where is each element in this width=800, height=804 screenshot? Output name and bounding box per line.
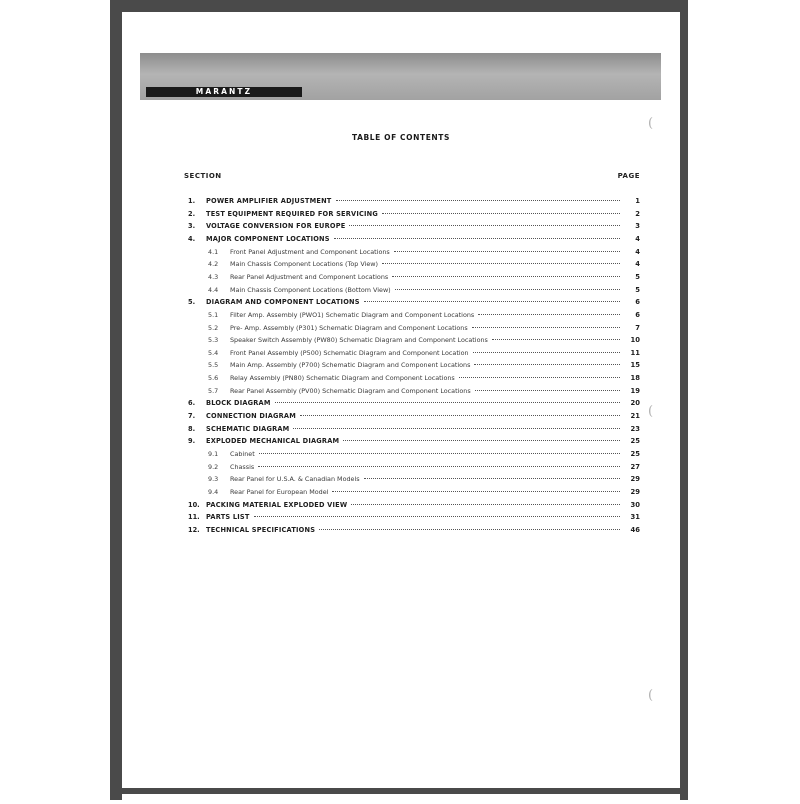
toc-entry-number: 8.	[188, 424, 196, 433]
dot-leader	[332, 491, 620, 492]
toc-entry-number: 9.	[188, 437, 196, 446]
toc-entry[interactable]	[188, 298, 640, 309]
next-page-edge	[122, 794, 680, 804]
toc-entry-label: PACKING MATERIAL EXPLODED VIEW	[206, 500, 348, 509]
toc-entry[interactable]	[188, 501, 640, 512]
toc-entry-label: MAJOR COMPONENT LOCATIONS	[206, 234, 330, 243]
toc-subentry[interactable]	[208, 463, 640, 474]
toc-entry-page: 29	[630, 487, 640, 496]
dot-leader	[258, 466, 620, 467]
toc-entry-number: 6.	[188, 399, 196, 408]
toc-entry-number: 5.7	[208, 386, 219, 395]
dot-leader	[472, 327, 620, 328]
toc-entry-page: 7	[635, 323, 640, 332]
toc-entry-number: 9.1	[208, 450, 219, 458]
toc-entry[interactable]	[188, 526, 640, 537]
toc-entry-number: 5.4	[208, 348, 219, 357]
toc-entry-page: 4	[635, 234, 640, 243]
toc-entry-label: BLOCK DIAGRAM	[206, 399, 271, 408]
toc-entry-page: 6	[635, 310, 640, 319]
toc-entry-label: Front Panel Assembly (P500) Schematic Diagram and Component Location	[230, 348, 469, 357]
section-column-header: SECTION	[184, 172, 222, 180]
dot-leader	[300, 415, 620, 416]
toc-entry-number: 9.2	[208, 462, 219, 471]
toc-entry-page: 15	[630, 361, 640, 370]
dot-leader	[334, 238, 620, 239]
dot-leader	[351, 504, 620, 505]
dot-leader	[492, 339, 620, 340]
toc-entry-page: 30	[630, 500, 640, 509]
toc-entry-number: 5.2	[208, 323, 219, 332]
toc-subentry[interactable]	[208, 349, 640, 360]
toc-entry-number: 5.1	[208, 310, 219, 319]
toc-subentry[interactable]	[208, 475, 640, 486]
toc-entry-number: 4.	[188, 234, 196, 243]
toc-entry-label: Relay Assembly (PN80) Schematic Diagram and Component Locations	[230, 374, 455, 383]
toc-entry-number: 3.	[188, 222, 196, 231]
toc-entry-label: EXPLODED MECHANICAL DIAGRAM	[206, 437, 340, 446]
dot-leader	[254, 516, 620, 517]
toc-entry[interactable]	[188, 412, 640, 423]
toc-entry-page: 46	[630, 525, 640, 534]
dot-leader	[395, 289, 620, 290]
dot-leader	[392, 276, 620, 277]
toc-subentry[interactable]	[208, 273, 640, 284]
toc-entry-label: Front Panel Adjustment and Component Locations	[230, 247, 390, 256]
toc-entry-label: SCHEMATIC DIAGRAM	[206, 424, 290, 433]
toc-subentry[interactable]	[208, 450, 640, 461]
toc-entry-label: Cabinet	[230, 450, 255, 458]
scan-mark: (	[648, 404, 654, 419]
toc-entry-number: 4.3	[208, 272, 219, 281]
toc-entry-page: 4	[635, 260, 640, 269]
toc-entry-label: VOLTAGE CONVERSION FOR EUROPE	[206, 222, 346, 231]
dot-leader	[474, 364, 620, 365]
toc-entry-number: 12.	[188, 525, 200, 534]
toc-entry-number: 4.1	[208, 247, 219, 256]
toc-entry-label: POWER AMPLIFIER ADJUSTMENT	[206, 197, 332, 205]
dot-leader	[364, 478, 620, 479]
toc-entry-page: 21	[630, 412, 640, 421]
toc-entry-label: CONNECTION DIAGRAM	[206, 412, 296, 421]
toc-subentry[interactable]	[208, 361, 640, 372]
toc-entry-number: 4.2	[208, 260, 219, 269]
dot-leader	[293, 428, 620, 429]
toc-entry-page: 25	[630, 437, 640, 446]
dot-leader	[259, 453, 620, 454]
toc-entry-page: 20	[630, 399, 640, 408]
dot-leader	[459, 377, 620, 378]
dot-leader	[275, 402, 620, 403]
dot-leader	[382, 213, 620, 214]
toc-entry[interactable]	[188, 222, 640, 233]
dot-leader	[478, 314, 620, 315]
document-page[interactable]	[122, 12, 680, 788]
toc-entry-number: 5.6	[208, 374, 219, 383]
dot-leader	[364, 301, 620, 302]
toc-entry-page: 10	[630, 336, 640, 345]
toc-entry-page: 5	[635, 285, 640, 294]
toc-entry[interactable]	[188, 513, 640, 524]
dot-leader	[394, 251, 620, 252]
toc-entry-page: 2	[635, 209, 640, 218]
toc-entry-page: 5	[635, 272, 640, 281]
dot-leader	[382, 263, 620, 264]
dot-leader	[343, 440, 620, 441]
toc-entry-number: 7.	[188, 412, 196, 421]
toc-entry-number: 10.	[188, 500, 200, 509]
toc-entry-page: 1	[635, 197, 640, 205]
toc-entry-label: Speaker Switch Assembly (PW80) Schematic Diagram and Component Locations	[230, 336, 488, 345]
toc-entry-number: 5.5	[208, 361, 219, 370]
toc-entry-label: DIAGRAM AND COMPONENT LOCATIONS	[206, 298, 360, 307]
toc-subentry[interactable]	[208, 488, 640, 499]
toc-entry-page: 31	[630, 513, 640, 522]
toc-entry-label: TECHNICAL SPECIFICATIONS	[206, 525, 316, 534]
dot-leader	[475, 390, 620, 391]
toc-subentry[interactable]	[208, 336, 640, 347]
toc-entry[interactable]	[188, 197, 640, 208]
dot-leader	[473, 352, 620, 353]
toc-subentry[interactable]	[208, 286, 640, 297]
toc-entry-label: Filter Amp. Assembly (PWO1) Schematic Diagram and Component Locations	[230, 310, 475, 319]
toc-entry-page: 23	[630, 424, 640, 433]
toc-entry-label: Chassis	[230, 462, 255, 471]
toc-entry-label: Main Amp. Assembly (P700) Schematic Diagram and Component Locations	[230, 361, 471, 370]
toc-subentry[interactable]	[208, 324, 640, 335]
toc-entry[interactable]	[188, 210, 640, 221]
toc-entry[interactable]	[188, 437, 640, 448]
toc-entry-page: 29	[630, 475, 640, 484]
brand-logo: MARANTZ	[146, 87, 302, 97]
scan-mark: (	[648, 116, 654, 131]
toc-subentry[interactable]	[208, 311, 640, 322]
toc-entry-page: 4	[635, 247, 640, 256]
toc-entry-label: Rear Panel Adjustment and Component Locations	[230, 272, 389, 281]
toc-entry-number: 4.4	[208, 285, 219, 294]
toc-entry-number: 9.3	[208, 475, 219, 484]
toc-entry-label: TEST EQUIPMENT REQUIRED FOR SERVICING	[206, 209, 379, 218]
toc-entry[interactable]	[188, 399, 640, 410]
toc-entry-label: Pre- Amp. Assembly (P301) Schematic Diagram and Component Locations	[230, 323, 468, 332]
toc-entry-number: 5.	[188, 298, 196, 307]
toc-entry-label: Main Chassis Component Locations (Bottom View)	[230, 285, 391, 294]
toc-entry-label: Rear Panel for U.S.A. & Canadian Models	[230, 475, 360, 484]
toc-entry-page: 3	[635, 222, 640, 231]
toc-subentry[interactable]	[208, 260, 640, 271]
toc-entry-number: 9.4	[208, 487, 219, 496]
toc-entry-number: 2.	[188, 209, 196, 218]
toc-entry-number: 1.	[188, 197, 196, 205]
toc-entry-label: Main Chassis Component Locations (Top View)	[230, 260, 378, 269]
toc-entry-page: 18	[630, 374, 640, 383]
header-band	[140, 53, 661, 100]
dot-leader	[319, 529, 620, 530]
dot-leader	[336, 200, 621, 201]
toc-subentry[interactable]	[208, 374, 640, 385]
toc-entry-page: 11	[630, 348, 640, 357]
toc-entry-page: 27	[630, 462, 640, 471]
toc-entry-page: 19	[630, 386, 640, 395]
toc-entry-label: Rear Panel Assembly (PV00) Schematic Diagram and Component Locations	[230, 386, 471, 395]
toc-entry-number: 5.3	[208, 336, 219, 345]
toc-entry-page: 25	[630, 450, 640, 458]
toc-entry-number: 11.	[188, 513, 200, 522]
scan-mark: (	[648, 688, 654, 703]
toc-entry-page: 6	[635, 298, 640, 307]
toc-entry-label: Rear Panel for European Model	[230, 487, 329, 496]
toc-entry[interactable]	[188, 235, 640, 246]
toc-entry[interactable]	[188, 425, 640, 436]
toc-entry-label: PARTS LIST	[206, 513, 250, 522]
dot-leader	[349, 225, 620, 226]
page-column-header: PAGE	[617, 172, 640, 180]
toc-subentry[interactable]	[208, 387, 640, 398]
toc-subentry[interactable]	[208, 248, 640, 259]
page-title: TABLE OF CONTENTS	[351, 133, 451, 142]
